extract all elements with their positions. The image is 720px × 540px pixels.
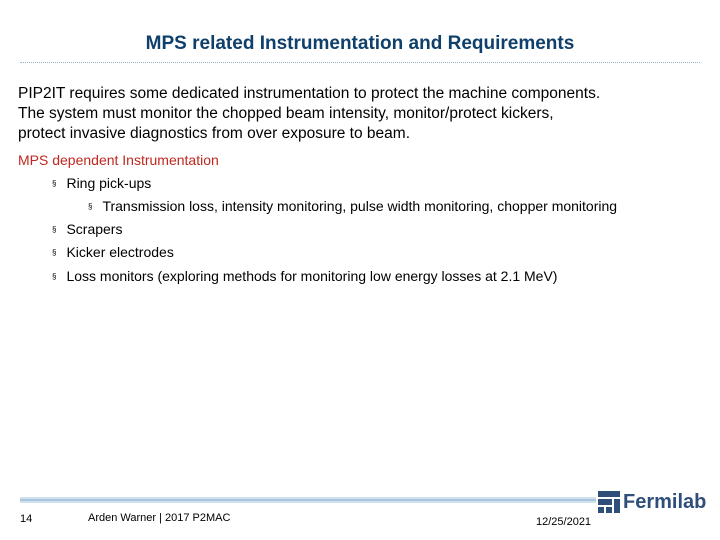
bullet-marker: § [52, 225, 57, 234]
bullet-marker: § [52, 248, 57, 257]
bullet-text: Kicker electrodes [66, 244, 174, 260]
bullet-item [52, 268, 557, 284]
bullet-item [52, 221, 122, 237]
footer-date: 12/25/2021 [536, 516, 592, 528]
bullet-text: Scrapers [66, 221, 123, 237]
intro-line: The system must monitor the chopped beam intensity, monitor/protect kickers, [18, 105, 554, 122]
title-divider [20, 62, 700, 63]
bullet-text: Transmission loss, intensity monitoring, pulse width monitoring, chopper monitoring [102, 198, 618, 214]
section-heading: MPS dependent Instrumentation [18, 152, 219, 168]
bullet-item [52, 175, 151, 191]
intro-line: protect invasive diagnostics from over exposure to beam. [18, 125, 410, 142]
bullet-text: Loss monitors (exploring methods for monitoring low energy losses at 2.1 MeV) [66, 268, 558, 284]
bullet-text: Ring pick-ups [66, 175, 152, 191]
bullet-marker: § [52, 272, 57, 281]
footer-author: Arden Warner | 2017 P2MAC [88, 512, 231, 524]
sub-bullet-item [88, 198, 617, 214]
fermilab-logo [598, 489, 706, 515]
page-number: 14 [20, 513, 33, 525]
slide-title: MPS related Instrumentation and Requirements [145, 33, 575, 54]
intro-paragraph [18, 84, 708, 144]
bullet-marker: § [52, 179, 57, 188]
bullet-marker: § [88, 202, 93, 211]
intro-line: PIP2IT requires some dedicated instrumentation to protect the machine components. [18, 85, 601, 102]
logo-wordmark: Fermilab [623, 490, 707, 513]
footer-bar-line [20, 499, 596, 501]
fermilab-logo-icon [598, 491, 620, 513]
bullet-item [52, 244, 174, 260]
